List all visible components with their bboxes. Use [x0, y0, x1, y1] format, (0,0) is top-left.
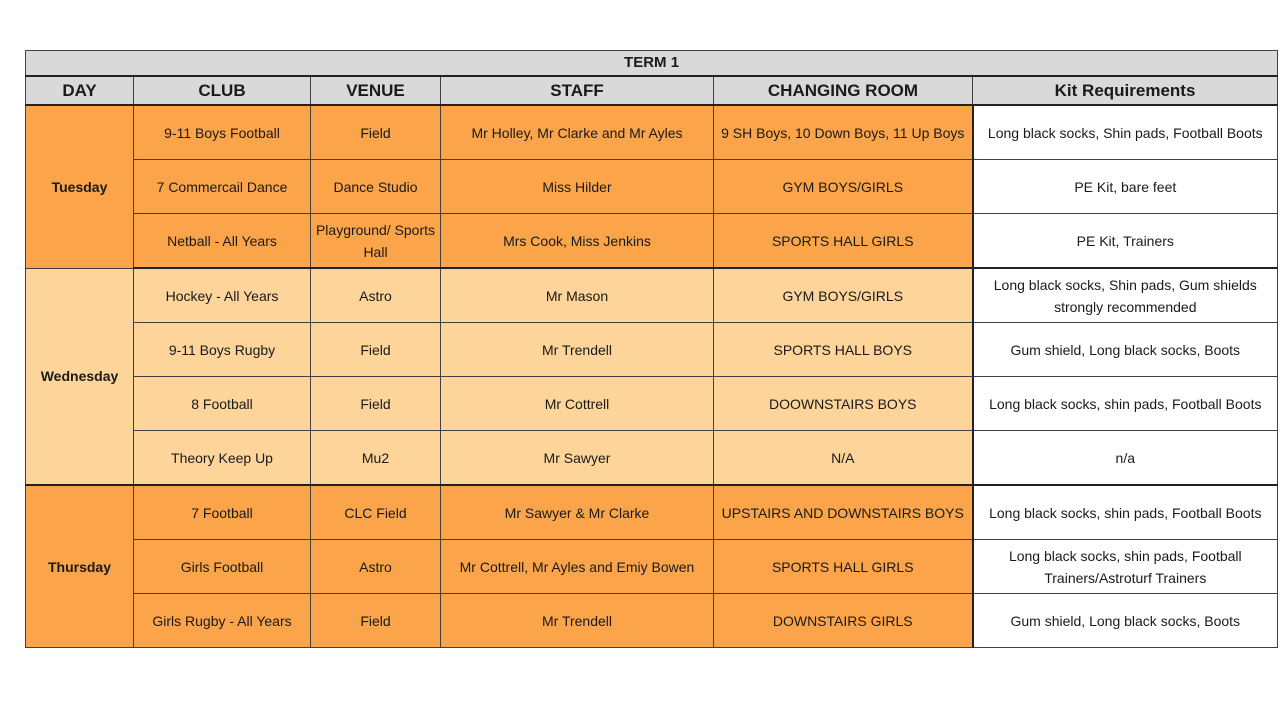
changing-room-cell: 9 SH Boys, 10 Down Boys, 11 Up Boys [714, 105, 973, 160]
club-cell: Theory Keep Up [134, 431, 311, 486]
club-cell: Netball - All Years [134, 214, 311, 269]
kit-cell: PE Kit, Trainers [973, 214, 1278, 269]
kit-cell: Long black socks, shin pads, Football Boots [973, 377, 1278, 431]
club-cell: Girls Football [134, 540, 311, 594]
header-venue: VENUE [311, 76, 441, 105]
table-row [26, 594, 1278, 648]
table-row [26, 323, 1278, 377]
table-row [26, 377, 1278, 431]
table-row [26, 105, 1278, 160]
header-club: CLUB [134, 76, 311, 105]
venue-cell: Field [311, 323, 441, 377]
venue-cell: Astro [311, 540, 441, 594]
staff-cell: Mr Mason [441, 268, 714, 323]
staff-cell: Mr Cottrell, Mr Ayles and Emiy Bowen [441, 540, 714, 594]
staff-cell: Mr Cottrell [441, 377, 714, 431]
staff-cell: Mr Trendell [441, 594, 714, 648]
changing-room-cell: GYM BOYS/GIRLS [714, 268, 973, 323]
day-cell-wednesday: Wednesday [26, 268, 134, 485]
club-cell: 7 Football [134, 485, 311, 540]
kit-cell: Long black socks, shin pads, Football Boots [973, 485, 1278, 540]
changing-room-cell: SPORTS HALL GIRLS [714, 214, 973, 269]
venue-cell: Astro [311, 268, 441, 323]
staff-cell: Mr Holley, Mr Clarke and Mr Ayles [441, 105, 714, 160]
club-cell: Girls Rugby - All Years [134, 594, 311, 648]
staff-cell: Mr Trendell [441, 323, 714, 377]
venue-cell: CLC Field [311, 485, 441, 540]
table-row [26, 485, 1278, 540]
venue-cell: Field [311, 105, 441, 160]
day-cell-thursday: Thursday [26, 485, 134, 648]
club-schedule-table [25, 50, 1278, 648]
table-row [26, 268, 1278, 323]
kit-cell: Long black socks, shin pads, Football Trainers/Astroturf Trainers [973, 540, 1278, 594]
venue-cell: Field [311, 377, 441, 431]
kit-cell: Long black socks, Shin pads, Football Boots [973, 105, 1278, 160]
changing-room-cell: SPORTS HALL GIRLS [714, 540, 973, 594]
kit-cell: Long black socks, Shin pads, Gum shields strongly recommended [973, 268, 1278, 323]
table-row [26, 160, 1278, 214]
club-cell: 7 Commercail Dance [134, 160, 311, 214]
table-row [26, 214, 1278, 269]
venue-cell: Mu2 [311, 431, 441, 486]
term-title: TERM 1 [26, 51, 1278, 77]
changing-room-cell: GYM BOYS/GIRLS [714, 160, 973, 214]
kit-cell: Gum shield, Long black socks, Boots [973, 594, 1278, 648]
table-row [26, 540, 1278, 594]
header-changing-room: CHANGING ROOM [714, 76, 973, 105]
club-cell: Hockey - All Years [134, 268, 311, 323]
changing-room-cell: N/A [714, 431, 973, 486]
table-row [26, 431, 1278, 486]
changing-room-cell: DOWNSTAIRS GIRLS [714, 594, 973, 648]
venue-cell: Field [311, 594, 441, 648]
header-kit-requirements: Kit Requirements [973, 76, 1278, 105]
kit-cell: Gum shield, Long black socks, Boots [973, 323, 1278, 377]
staff-cell: Miss Hilder [441, 160, 714, 214]
club-cell: 8 Football [134, 377, 311, 431]
kit-cell: PE Kit, bare feet [973, 160, 1278, 214]
kit-cell: n/a [973, 431, 1278, 486]
staff-cell: Mr Sawyer [441, 431, 714, 486]
header-staff: STAFF [441, 76, 714, 105]
day-cell-tuesday: Tuesday [26, 105, 134, 268]
club-cell: 9-11 Boys Rugby [134, 323, 311, 377]
venue-cell: Dance Studio [311, 160, 441, 214]
changing-room-cell: SPORTS HALL BOYS [714, 323, 973, 377]
changing-room-cell: DOOWNSTAIRS BOYS [714, 377, 973, 431]
changing-room-cell: UPSTAIRS AND DOWNSTAIRS BOYS [714, 485, 973, 540]
column-header-row [26, 76, 1278, 105]
term-title-row [26, 51, 1278, 77]
staff-cell: Mrs Cook, Miss Jenkins [441, 214, 714, 269]
club-cell: 9-11 Boys Football [134, 105, 311, 160]
header-day: DAY [26, 76, 134, 105]
venue-cell: Playground/ Sports Hall [311, 214, 441, 269]
staff-cell: Mr Sawyer & Mr Clarke [441, 485, 714, 540]
